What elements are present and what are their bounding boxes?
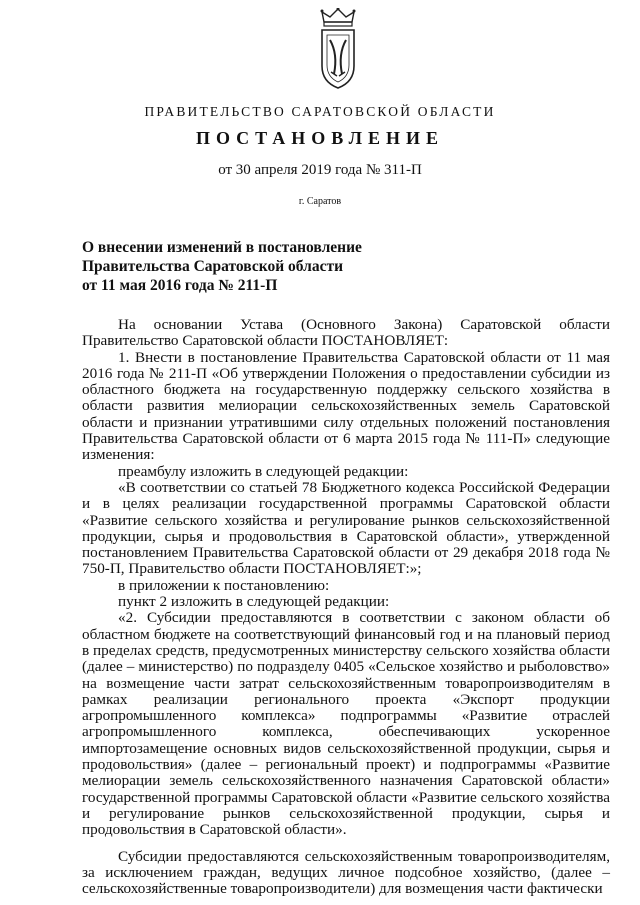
saratov-coat-of-arms-icon xyxy=(318,8,358,92)
government-name: ПРАВИТЕЛЬСТВО САРАТОВСКОЙ ОБЛАСТИ xyxy=(144,104,496,119)
subject-line: О внесении изменений в постановление xyxy=(82,239,362,256)
body-paragraph: преамбулу изложить в следующей редакции: xyxy=(118,462,409,480)
body-paragraph: На основании Устава (Основного Закона) Саратовской области Правительство Саратовской области ПОСТАНОВЛЯЕТ: xyxy=(82,316,610,350)
body-paragraph: 1. Внести в постановление Правительства Саратовской области от 11 мая 2016 года № 211-П «Об утверждении Положения о предоставлении субсидии из областного бюджета на государственную поддержку сельского хозяйства в области развития мелиорации сельскохозяйственных земель Саратовской области и признании утратившими силу отдельных положений постановления Правительства Саратовской области от 6 марта 2015 года № 111-П» следующие изменения: xyxy=(82,348,610,464)
subject-line: от 11 мая 2016 года № 211-П xyxy=(82,277,278,294)
body-paragraph: в приложении к постановлению: xyxy=(118,576,330,594)
document-date-number: от 30 апреля 2019 года № 311-П xyxy=(218,162,422,178)
body-paragraph: «В соответствии со статьей 78 Бюджетного кодекса Российской Федерации и в целях реализации государственной программы Саратовской области «Развитие сельского хозяйства и регулирование рынков сельскохозяйственной продукции, сырья и продовольствия в Саратовской области», утвержденной постановлением Правительства Саратовской области от 29 декабря 2018 года № 750-П, Правительство области ПОСТАНОВЛЯЕТ:»; xyxy=(82,478,610,578)
body-paragraph: пункт 2 изложить в следующей редакции: xyxy=(118,593,390,611)
document-body xyxy=(82,317,610,897)
document-city: г. Саратов xyxy=(298,196,342,207)
body-paragraph: «2. Субсидии предоставляются в соответствии с законом области об областном бюджете на соответствующий финансовый год и на плановый период в пределах средств, предусмотренных министерству сельского хозяйства области (далее – министерство) по подразделу 0405 «Сельское хозяйство и рыболовство» на возмещение части затрат сельскохозяйственным товаропроизводителям в рамках реализации регионального проекта «Экспорт продукции агропромышленного комплекса» подпрограммы «Развитие отраслей агропромышленного комплекса, обеспечивающих ускоренное импортозамещение основных видов сельскохозяйственной продукции, сырья и продовольствия» (далее – региональный проект) и подпрограммы «Развитие мелиорации земель сельскохозяйственного назначения Саратовской области» государственной программы Саратовской области «Развитие сельского хозяйства и регулирование рынков сельскохозяйственной продукции, сырья и продовольствия в Саратовской области». xyxy=(82,609,610,839)
document-subject xyxy=(82,238,362,295)
body-paragraph: Субсидии предоставляются сельскохозяйственным товаропроизводителям, за исключением граждан, ведущих личное подсобное хозяйство, (далее – сельскохозяйственные товаропроизводители) для возмещения части фактически xyxy=(82,847,610,898)
document-type: ПОСТАНОВЛЕНИЕ xyxy=(195,128,445,148)
subject-line: Правительства Саратовской области xyxy=(82,258,343,275)
